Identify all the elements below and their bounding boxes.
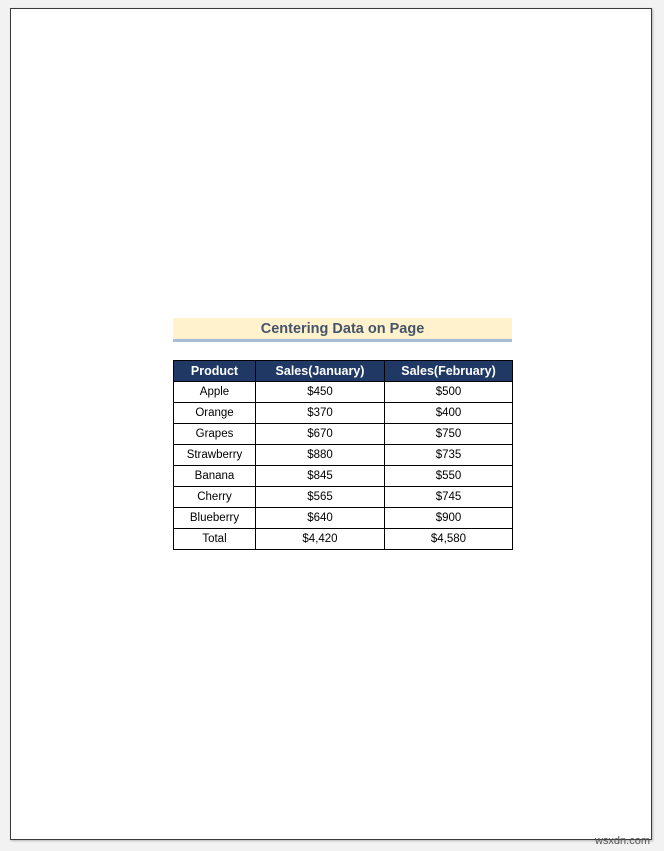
cell-sales-february: $400 [385,403,513,424]
cell-product: Grapes [174,424,256,445]
cell-product: Banana [174,466,256,487]
table-row [174,466,513,487]
cell-total-january: $4,420 [256,529,385,550]
cell-sales-january: $450 [256,382,385,403]
header-product: Product [174,361,256,382]
cell-sales-january: $845 [256,466,385,487]
table-row [174,403,513,424]
cell-sales-january: $370 [256,403,385,424]
cell-product: Orange [174,403,256,424]
cell-product: Strawberry [174,445,256,466]
sales-table [173,360,513,550]
table-row [174,445,513,466]
cell-total-label: Total [174,529,256,550]
print-preview-page [10,8,652,840]
cell-product: Cherry [174,487,256,508]
table-total-row [174,529,513,550]
table-row [174,508,513,529]
cell-product: Apple [174,382,256,403]
table-row [174,487,513,508]
header-sales-january: Sales(January) [256,361,385,382]
cell-sales-february: $900 [385,508,513,529]
header-sales-february: Sales(February) [385,361,513,382]
table-row [174,424,513,445]
cell-sales-january: $565 [256,487,385,508]
table-row [174,382,513,403]
page-title: Centering Data on Page [173,318,512,342]
watermark: wsxdn.com [594,835,650,847]
cell-total-february: $4,580 [385,529,513,550]
cell-sales-february: $735 [385,445,513,466]
cell-sales-january: $670 [256,424,385,445]
cell-sales-february: $750 [385,424,513,445]
cell-sales-january: $640 [256,508,385,529]
table-header-row [174,361,513,382]
cell-sales-february: $745 [385,487,513,508]
cell-sales-february: $550 [385,466,513,487]
cell-sales-february: $500 [385,382,513,403]
cell-sales-january: $880 [256,445,385,466]
cell-product: Blueberry [174,508,256,529]
